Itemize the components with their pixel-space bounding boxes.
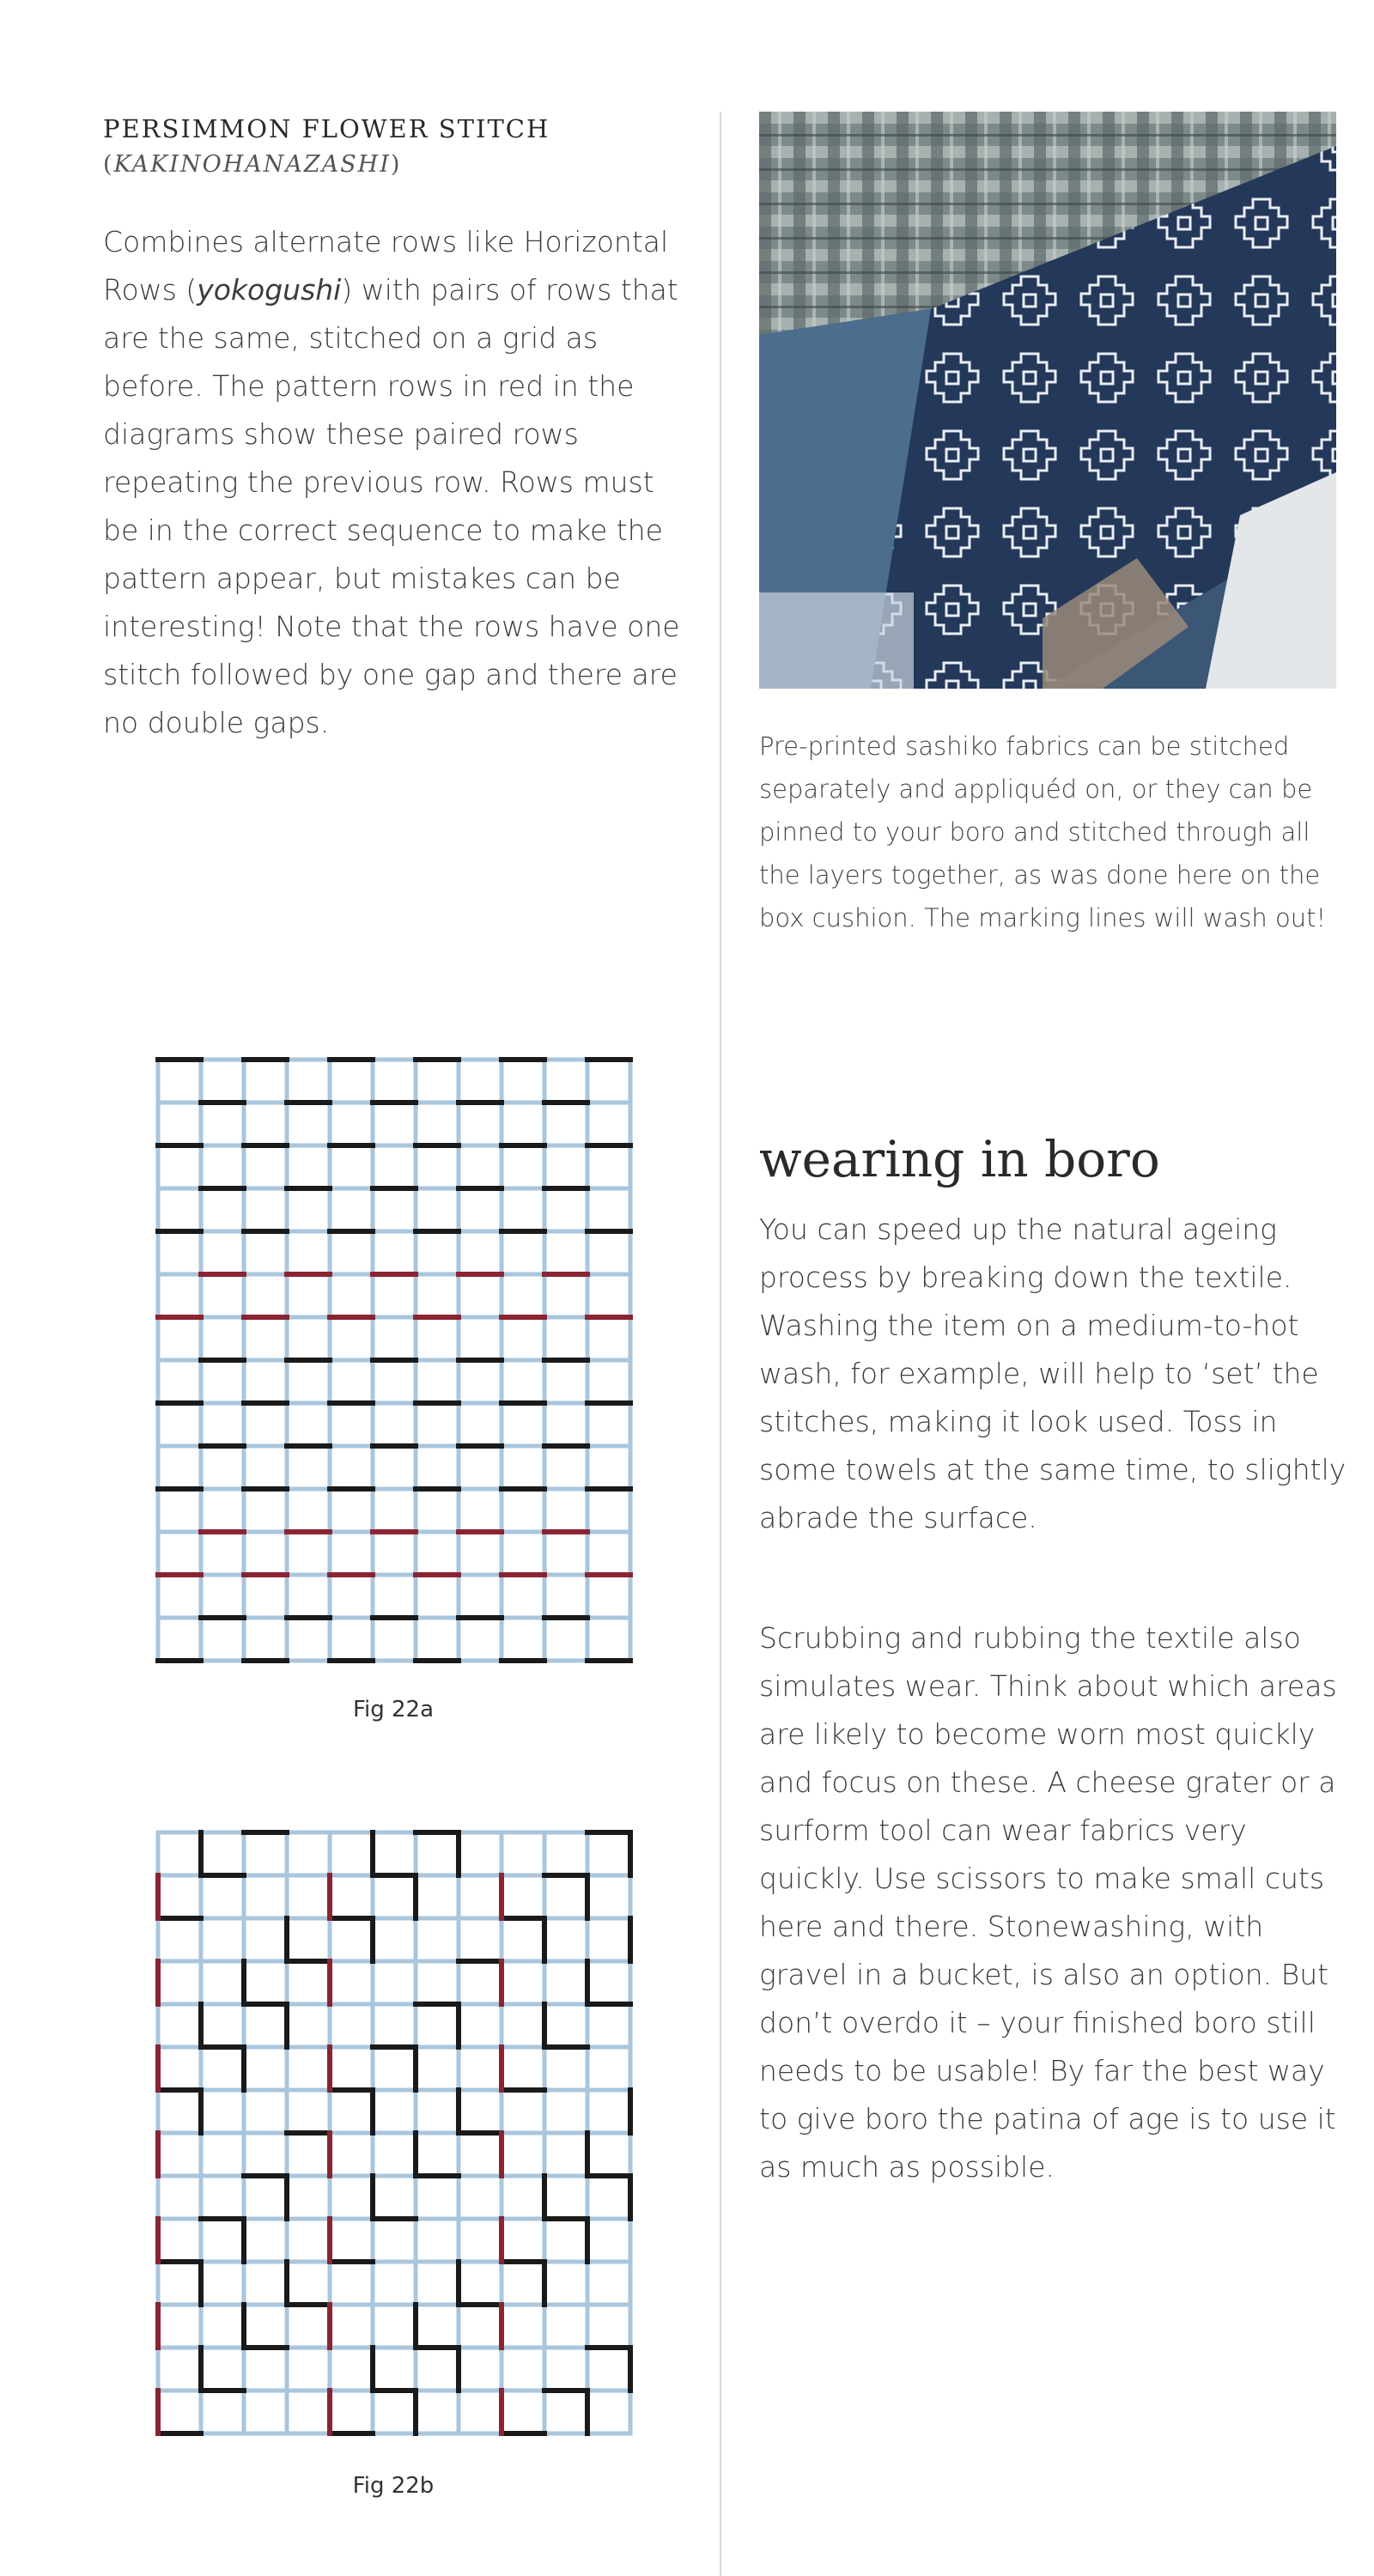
section-paragraph-2: Scrubbing and rubbing the textile also simulates wear. Think about which areas are likely to become worn most quickly and focus on these. A cheese grater or a surform tool can wear fabrics very quickly. Use scissors to make small cuts here and there. Stonewashing, with gravel in a bucket, is also an option. But don’t overdo it – your finished boro still needs to be usable! By far the best way to give boro the patina of age is to use it as much as possible. <box>759 1621 1337 2184</box>
figure-22a-caption: Fig 22a <box>352 1697 435 1722</box>
figure-22b-caption: Fig 22b <box>352 2473 435 2499</box>
figure-22b-diagram <box>153 1827 634 2445</box>
section-paragraph-1: You can speed up the natural ageing process by breaking down the textile. Washing the item on a medium-to-hot wash, for example, will help to ‘set’ the stitches, making it look used. Toss in some towels at the same time, to slightly abrade the surface. <box>759 1212 1347 1534</box>
section-heading: wearing in boro <box>759 1130 1160 1188</box>
column-divider <box>720 112 721 2576</box>
stitch-japanese-name: KAKINOHANAZASHI <box>113 151 391 178</box>
photo-caption: Pre-printed sashiko fabrics can be stitched separately and appliquéd on, or they can be pinned to your boro and stitched through all the layers together, as was done here on the box cushion. The marking lines will wash out! <box>759 732 1327 933</box>
figure-22a-diagram <box>153 1054 634 1673</box>
stitch-title: PERSIMMON FLOWER STITCH <box>103 114 550 143</box>
stitch-description: Combines alternate rows like Horizontal Rows (yokogushi) with pairs of rows that are the same, stitched on a grid as before. The pattern rows in red in the diagrams show these paired rows repeating the previous row. Rows must be in the correct sequence to make the pattern appear, but mistakes can be interesting! Note that the rows have one stitch followed by one gap and there are no double gaps. <box>103 225 680 739</box>
stitch-subtitle: (KAKINOHANAZASHI) <box>103 151 402 178</box>
sashiko-fabric-photo <box>759 112 1336 689</box>
stitch-term: yokogushi <box>197 273 342 307</box>
